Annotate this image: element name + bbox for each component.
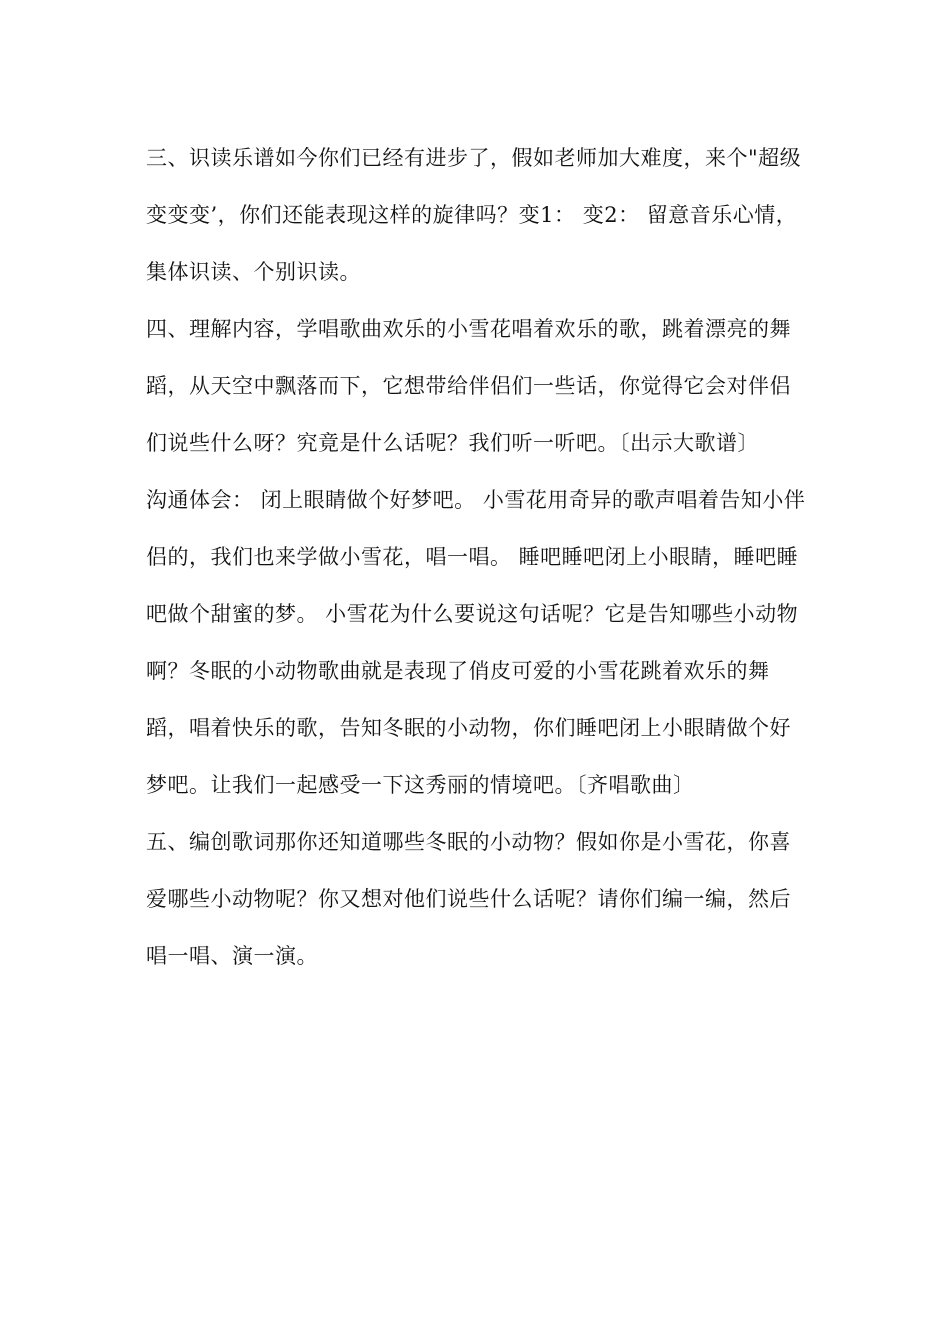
paragraph-section-3: 三、识读乐谱如今你们已经有进步了，假如老师加大难度，来个"超级变变变’，你们还能表现这样的旋律吗？变1： 变2： 留意音乐心情，集体识读、个别识读。 <box>146 146 802 284</box>
paragraph-section-4: 四、理解内容，学唱歌曲欢乐的小雪花唱着欢乐的歌，跳着漂亮的舞蹈，从天空中飘落而下，它想带给伴侣们一些话，你觉得它会对伴侣们说些什么呀？究竟是什么话呢？我们听一听吧。〔出示大歌谱〕 <box>146 317 791 455</box>
paragraph-communication: 沟通体会： 闭上眼睛做个好梦吧。 小雪花用奇异的歌声唱着告知小伴侣的，我们也来学做小雪花，唱一唱。 睡吧睡吧闭上小眼睛，睡吧睡吧做个甜蜜的梦。 小雪花为什么要说这句话呢？它是告知哪些小动物啊？冬眠的小动物歌曲就是表现了俏皮可爱的小雪花跳着欢乐的舞蹈，唱着快乐的歌，告知冬眠的小动物，你们睡吧闭上小眼睛做个好梦吧。让我们一起感受一下这秀丽的情境吧。〔齐唱歌曲〕 <box>146 488 806 797</box>
paragraph-section-5: 五、编创歌词那你还知道哪些冬眠的小动物？假如你是小雪花，你喜爱哪些小动物呢？你又想对他们说些什么话呢？请你们编一编，然后唱一唱、演一演。 <box>146 830 791 968</box>
document-body <box>146 130 808 985</box>
